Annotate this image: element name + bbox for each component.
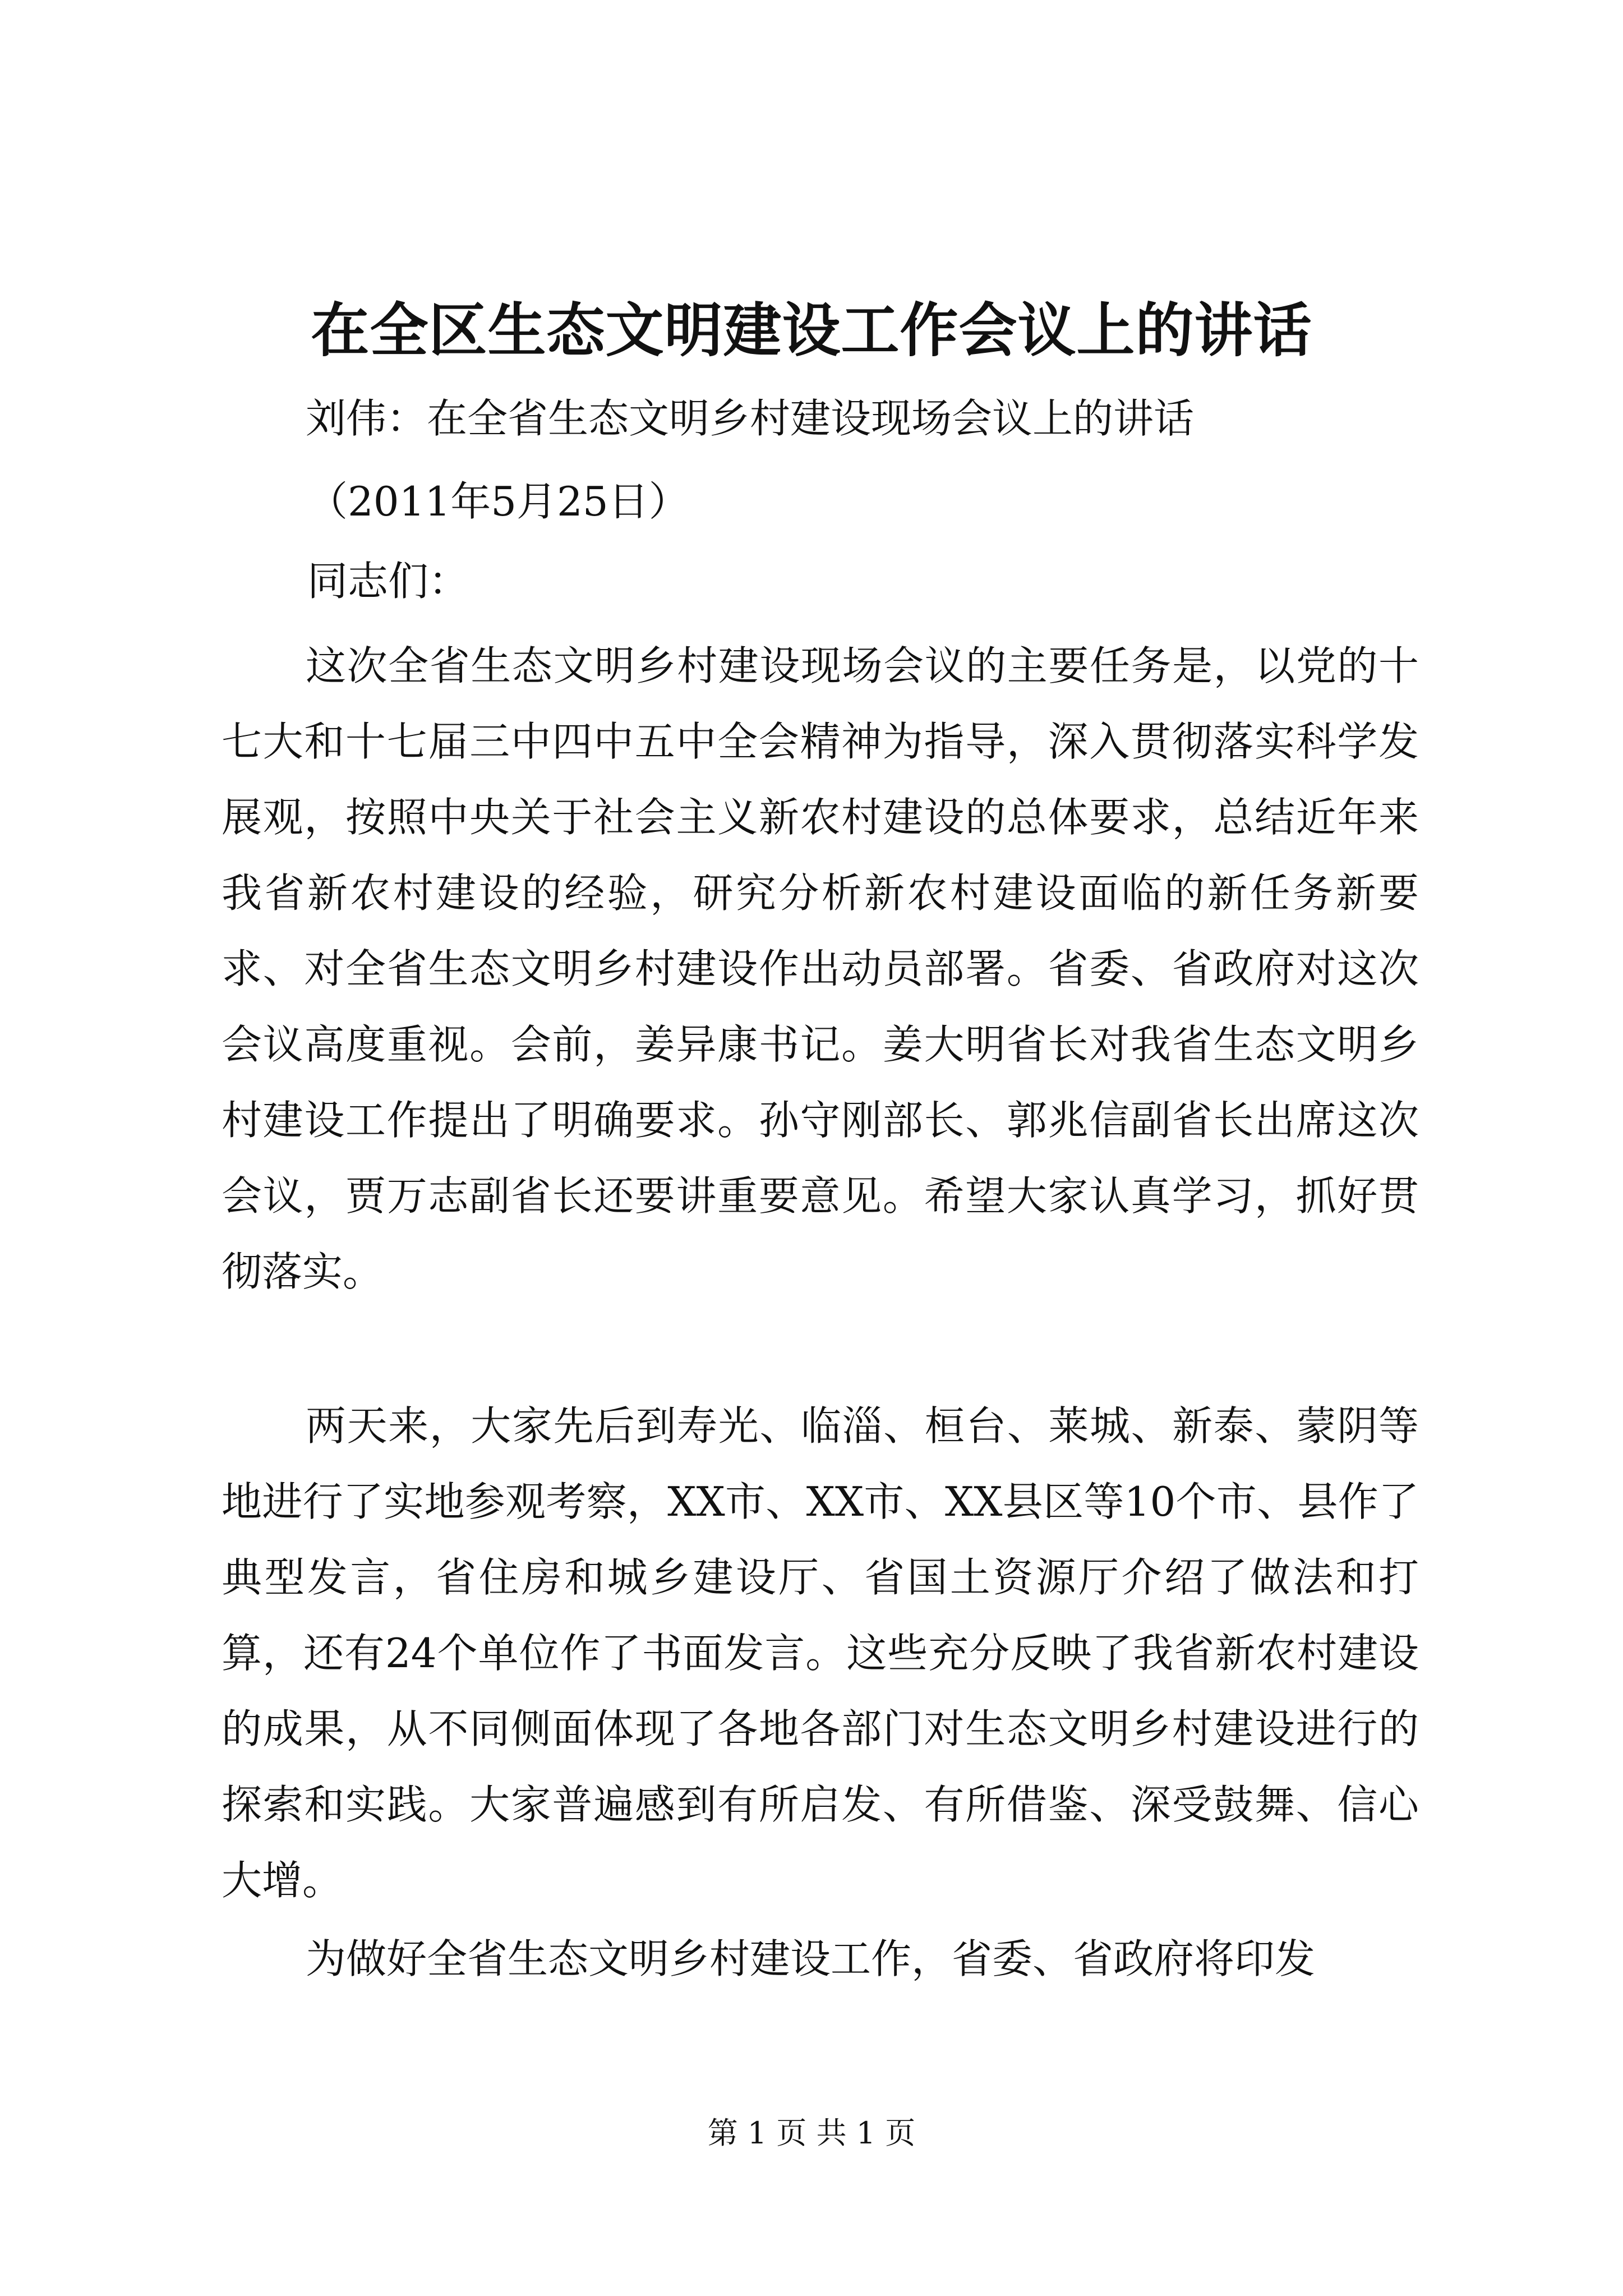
document-title: 在全区生态文明建设工作会议上的讲话: [311, 296, 1312, 365]
document-date: （2011年5月25日）: [307, 478, 689, 525]
paragraph-2: 两天来，大家先后到寿光、临淄、桓台、莱城、新泰、蒙阴等地进行了实地参观考察，XX市、XX市、XX县区等10个市、县作了典型发言，省住房和城乡建设厅、省国土资源厅介绍了做法和打算，还有24个单位作了书面发言。这些充分反映了我省新农村建设的成果，从不同侧面体现了各地各部门对生态文明乡村建设进行的探索和实践。大家普遍感到有所启发、有所借鉴、深受鼓舞、信心大增。: [222, 1402, 1419, 1904]
page-footer: 第 1 页 共 1 页: [707, 2115, 916, 2151]
paragraph-3: 为做好全省生态文明乡村建设工作，省委、省政府将印发: [306, 1935, 1316, 1982]
salutation: 同志们：: [307, 558, 469, 605]
document-subtitle: 刘伟：在全省生态文明乡村建设现场会议上的讲话: [306, 395, 1195, 442]
paragraph-1: 这次全省生态文明乡村建设现场会议的主要任务是，以党的十七大和十七届三中四中五中全会精神为指导，深入贯彻落实科学发展观，按照中央关于社会主义新农村建设的总体要求，总结近年来我省新农村建设的经验，研究分析新农村建设面临的新任务新要求、对全省生态文明乡村建设作出动员部署。省委、省政府对这次会议高度重视。会前，姜异康书记。姜大明省长对我省生态文明乡村建设工作提出了明确要求。孙守刚部长、郭兆信副省长出席这次会议，贾万志副省长还要讲重要意见。希望大家认真学习，抓好贯彻落实。: [222, 642, 1419, 1295]
